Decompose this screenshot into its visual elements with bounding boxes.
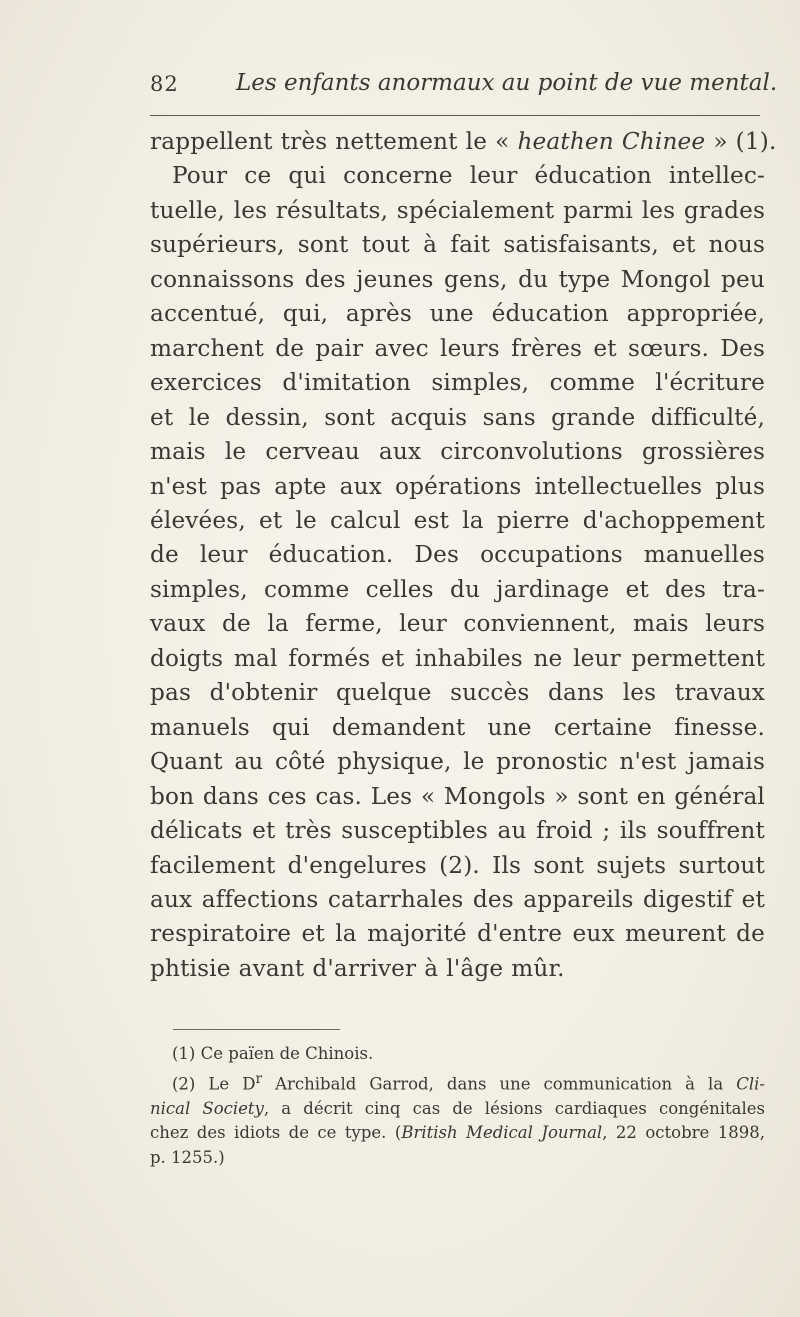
body-line: tuelle, les résultats, spécialement parmi les grades [150, 196, 765, 224]
body-line: de leur éducation. Des occupations manuelles [150, 541, 765, 569]
body-line: et le dessin, sont acquis sans grande difficulté, [150, 403, 765, 431]
body-line: connaissons des jeunes gens, du type Mongol peu [150, 265, 765, 293]
body-line: mais le cerveau aux circonvolutions grossières [150, 438, 765, 466]
body-line: phtisie avant d'arriver à l'âge mûr. [150, 954, 565, 982]
body-text [150, 125, 777, 986]
footnote-1: (1) Ce païen de Chinois. [172, 1044, 374, 1063]
body-line: doigts mal formés et inhabiles ne leur permettent [150, 644, 765, 672]
body-line: élevées, et le calcul est la pierre d'achoppement [150, 506, 765, 534]
body-line: bon dans ces cas. Les « Mongols » sont en général [150, 782, 765, 810]
body-line: Pour ce qui concerne leur éducation intellec- [172, 162, 765, 190]
footnote-rule [173, 1029, 340, 1030]
header-rule [150, 115, 760, 116]
body-line: rappellent très nettement le « heathen Chinee » (1). [150, 128, 777, 155]
body-line: supérieurs, sont tout à fait satisfaisants, et nous [150, 231, 765, 259]
body-line: manuels qui demandent une certaine finesse. [150, 713, 765, 741]
footnote-2-line: p. 1255.) [150, 1147, 225, 1167]
body-line: pas d'obtenir quelque succès dans les travaux [150, 679, 765, 707]
body-line: facilement d'engelures (2). Ils sont sujets surtout [150, 851, 765, 879]
body-line: marchent de pair avec leurs frères et sœurs. Des [150, 334, 765, 362]
body-line: n'est pas apte aux opérations intellectuelles plus [150, 472, 765, 500]
italic-phrase: heathen Chinee [517, 128, 706, 155]
running-title: Les enfants anormaux au point de vue mental. [236, 70, 778, 96]
body-line: exercices d'imitation simples, comme l'écriture [150, 369, 765, 397]
body-line: aux affections catarrhales des appareils digestif et [150, 885, 765, 913]
body-line: simples, comme celles du jardinage et des tra- [150, 575, 765, 603]
footnotes [150, 1042, 765, 1170]
footnote-2: (2) Le $D^r$ Archibald Garrod, dans une communication à la Cli- [172, 1070, 765, 1093]
body-line: accentué, qui, après une éducation appropriée, [150, 300, 765, 328]
body-line: délicats et très susceptibles au froid ; ils souffrent [150, 817, 765, 845]
footnote-2-line: nical Society, a décrit cinq cas de lésions cardiaques congénitales [150, 1098, 765, 1118]
footnote-2-line: chez des idiots de ce type. (British Medical Journal, 22 octobre 1898, [150, 1123, 765, 1142]
body-line: Quant au côté physique, le pronostic n'est jamais [150, 748, 765, 776]
body-line: vaux de la ferme, leur conviennent, mais leurs [150, 610, 765, 638]
body-line: respiratoire et la majorité d'entre eux meurent de [150, 920, 765, 948]
page-header [150, 70, 778, 106]
page-number: 82 [150, 72, 179, 96]
